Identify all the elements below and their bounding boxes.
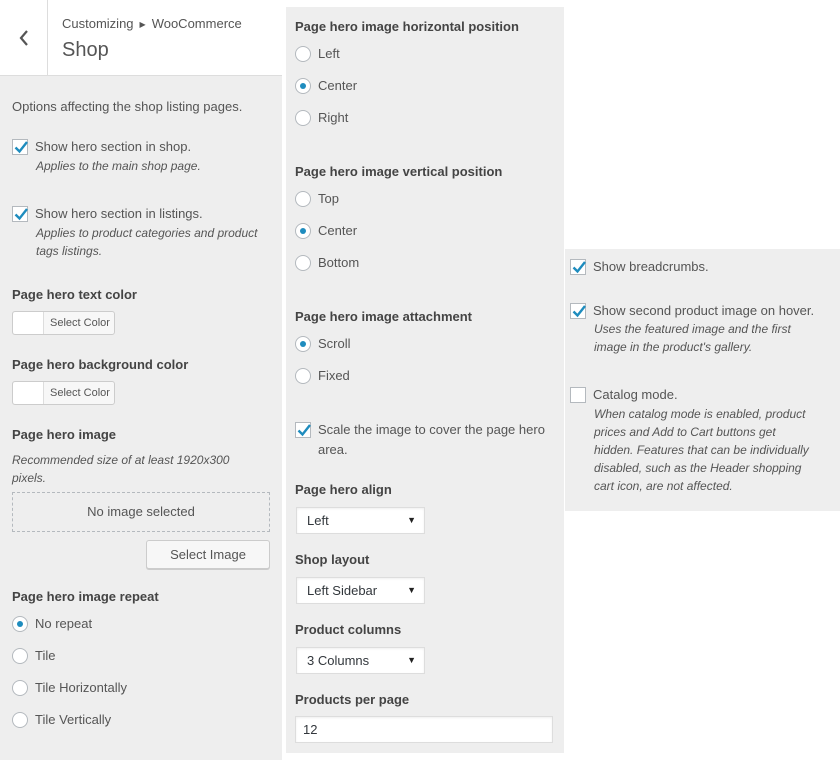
checkmark-icon [12, 138, 30, 156]
hero-image-description-2: pixels. [12, 471, 47, 485]
layout-select-value: Left Sidebar [307, 583, 378, 598]
text-color-picker-button[interactable] [12, 311, 115, 335]
h-position-option-label: Left [318, 46, 340, 61]
customizer-section-panel [0, 0, 282, 760]
h-position-right-radio[interactable] [295, 110, 311, 126]
text-color-title: Page hero text color [12, 287, 137, 302]
bg-color-title: Page hero background color [12, 357, 189, 372]
breadcrumbs-checkbox[interactable] [570, 259, 586, 275]
section-description: Options affecting the shop listing pages. [12, 99, 243, 114]
checkmark-icon [570, 302, 588, 320]
repeat-option-label: Tile [35, 648, 56, 663]
customizer-section-panel-extra [565, 249, 840, 511]
breadcrumb-root: Customizing [62, 16, 134, 31]
v-position-top-radio[interactable] [295, 191, 311, 207]
text-color-button-label: Select Color [50, 317, 110, 329]
catalog-mode-description-1: When catalog mode is enabled, product [594, 407, 806, 421]
bg-color-button-label: Select Color [50, 387, 110, 399]
align-select-value: Left [307, 513, 329, 528]
repeat-option-tile-vertically-radio[interactable] [12, 712, 28, 728]
chevron-left-icon [19, 30, 29, 46]
cover-image-checkbox[interactable] [295, 422, 311, 438]
repeat-option-tile-radio[interactable] [12, 648, 28, 664]
cover-image-label-2: area. [318, 442, 348, 457]
v-position-bottom-radio[interactable] [295, 255, 311, 271]
dropdown-arrow-icon: ▼ [407, 585, 416, 595]
align-select[interactable] [296, 507, 425, 534]
h-position-option-label: Right [318, 110, 349, 125]
hero-listings-checkbox[interactable] [12, 206, 28, 222]
repeat-title: Page hero image repeat [12, 589, 159, 604]
h-position-left-radio[interactable] [295, 46, 311, 62]
attachment-scroll-radio[interactable] [295, 336, 311, 352]
hero-listings-description-1: Applies to product categories and product [36, 226, 258, 240]
bg-color-picker-button[interactable] [12, 381, 115, 405]
h-position-title: Page hero image horizontal position [295, 19, 519, 34]
repeat-option-label: Tile Horizontally [35, 680, 127, 695]
checkmark-icon [570, 258, 588, 276]
catalog-mode-checkbox[interactable] [570, 387, 586, 403]
layout-title: Shop layout [295, 552, 370, 567]
hero-shop-description: Applies to the main shop page. [36, 159, 201, 173]
dropdown-arrow-icon: ▼ [407, 515, 416, 525]
attachment-title: Page hero image attachment [295, 309, 472, 324]
image-placeholder: No image selected [12, 492, 270, 532]
hero-shop-label: Show hero section in shop. [35, 139, 192, 154]
per-page-title: Products per page [295, 692, 410, 707]
breadcrumb [62, 16, 242, 31]
repeat-option-label: Tile Vertically [35, 712, 112, 727]
h-position-option-label: Center [318, 78, 358, 93]
attachment-fixed-radio[interactable] [295, 368, 311, 384]
checkmark-icon [12, 205, 30, 223]
second-image-label: Show second product image on hover. [593, 303, 815, 318]
columns-select[interactable] [296, 647, 425, 674]
hero-image-title: Page hero image [12, 427, 117, 442]
hero-image-description-1: Recommended size of at least 1920x300 [12, 453, 230, 467]
color-swatch [13, 382, 44, 404]
second-image-description-1: Uses the featured image and the first [594, 322, 791, 336]
checkmark-icon [295, 421, 313, 439]
catalog-mode-description-2: prices and Add to Cart buttons get [594, 425, 776, 439]
v-position-option-label: Bottom [318, 255, 360, 270]
customizer-section-panel-continued [286, 7, 564, 753]
second-image-checkbox[interactable] [570, 303, 586, 319]
back-button[interactable] [0, 0, 48, 76]
page-title: Shop [62, 39, 109, 61]
v-position-center-radio[interactable] [295, 223, 311, 239]
align-title: Page hero align [295, 482, 392, 497]
breadcrumb-separator-icon: ▶ [139, 20, 146, 29]
second-image-description-2: image in the product's gallery. [594, 340, 753, 354]
section-header [0, 0, 282, 76]
layout-select[interactable] [296, 577, 425, 604]
select-image-button[interactable]: Select Image [146, 540, 270, 569]
hero-shop-checkbox[interactable] [12, 139, 28, 155]
repeat-option-tile-horizontally-radio[interactable] [12, 680, 28, 696]
columns-select-value: 3 Columns [307, 653, 370, 668]
h-position-center-radio[interactable] [295, 78, 311, 94]
repeat-option-label: No repeat [35, 616, 93, 631]
catalog-mode-description-4: disabled, such as the Header shopping [594, 461, 802, 475]
v-position-title: Page hero image vertical position [295, 164, 503, 179]
attachment-option-label: Scroll [318, 336, 351, 351]
columns-title: Product columns [295, 622, 402, 637]
dropdown-arrow-icon: ▼ [407, 655, 416, 665]
breadcrumb-parent: WooCommerce [151, 16, 242, 31]
repeat-option-no-repeat-radio[interactable] [12, 616, 28, 632]
v-position-option-label: Top [318, 191, 339, 206]
attachment-option-label: Fixed [318, 368, 350, 383]
v-position-option-label: Center [318, 223, 358, 238]
hero-listings-description-2: tags listings. [36, 244, 103, 258]
products-per-page-input[interactable]: 12 [295, 716, 553, 743]
cover-image-label-1: Scale the image to cover the page hero [318, 422, 545, 437]
breadcrumbs-label: Show breadcrumbs. [593, 259, 709, 274]
catalog-mode-description-5: cart icon, are not affected. [594, 479, 733, 493]
color-swatch [13, 312, 44, 334]
hero-listings-label: Show hero section in listings. [35, 206, 203, 221]
catalog-mode-label: Catalog mode. [593, 387, 678, 402]
catalog-mode-description-3: hidden. Features that can be individually [594, 443, 809, 457]
